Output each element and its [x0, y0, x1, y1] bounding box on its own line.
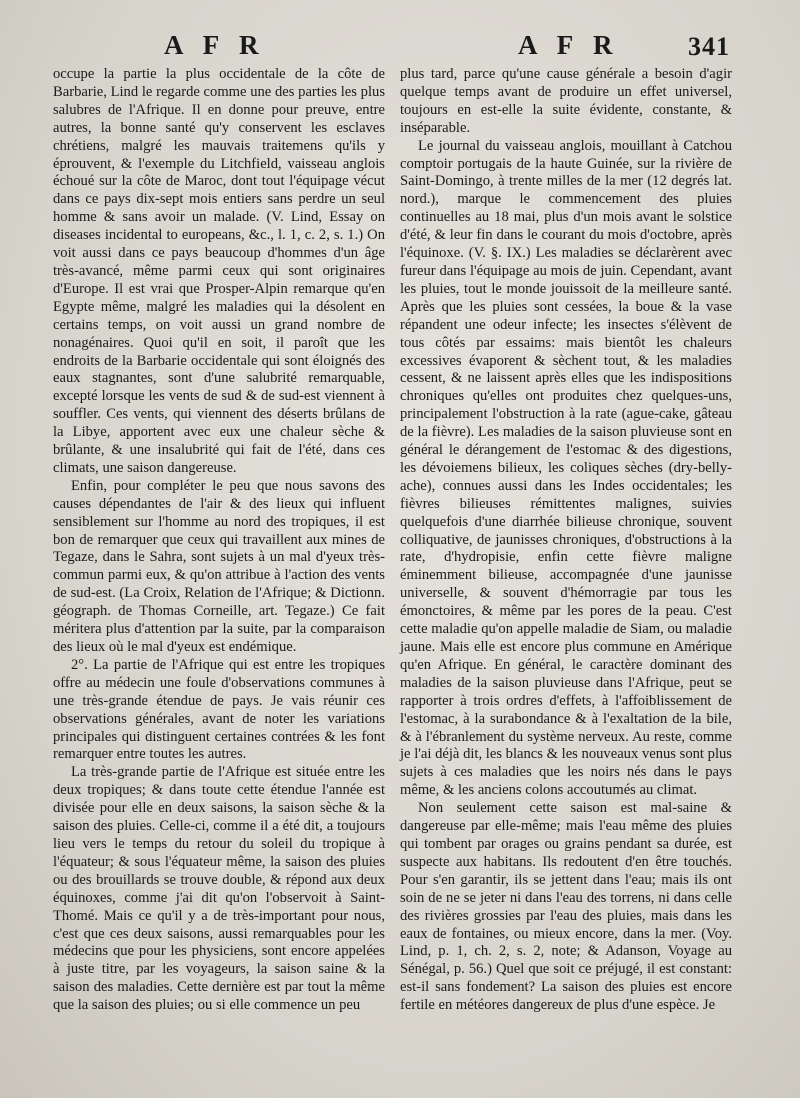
page-number: 341: [688, 32, 730, 61]
running-head-right: A F R: [518, 30, 620, 60]
paragraph: Le journal du vaisseau anglois, mouillant à Catchou comptoir portugais de la haute Guinée, sur la rivière de Saint-Domingo, à trente milles de la mer (12 degrés lat. nord.), marque le commencement des pluies continuelles au 18 mai, plus d'un mois avant le solstice d'été, & leur fin dans le courant du mois d'octobre, après l'équinoxe. (V. §. IX.) Les maladies se déclarèrent avec fureur dans l'équipage au mois de juin. Cependant, avant les pluies, tout le monde jouissoit de la meilleure santé. Après que les pluies sont cessées, la boue & la vase répandent une odeur infecte; les insectes s'élèvent de tous côtés par essaims: mais bientôt les chaleurs excessives évaporent & sèchent tout, & les maladies cessent, & ne laissent après elles que les indispositions chroniques qu'elles ont produites chez quelques-uns, principalement l'obstruction à la rate (ague-cake, gâteau de la fièvre). Les maladies de la saison pluvieuse sont en général le dérangement de l'estomac & des digestions, les dévoiemens bilieux, les coliques sèches (dry-belly-ache), connues aussi dans les Indes occidentales; les fièvres bilieuses rémittentes malignes, suivies quelquefois d'une diarrhée bilieuse chronique, souvent colliquative, de jaunisses chroniques, d'obstructions à la rate, d'hydropisie, enfin cette fièvre maligne éminemment bilieuse, accompagnée d'une jaunisse universelle, & souvent d'hémorragie par tous les émonctoires, & même par les pores de la peau. C'est cette maladie qu'on appelle maladie de Siam, ou maladie jaune. Mais elle est encore plus commune en Amérique qu'en Afrique. En général, le caractère dominant des maladies de la saison pluvieuse dans l'Afrique, peut se rapporter à trois ordres d'effets, à l'affoiblissement de l'estomac, à la surabondance & à l'exaltation de la bile, & à l'ébranlement du système nerveux. Au reste, comme je l'ai déjà dit, les blancs & les nouveaux venus sont plus sujets à ces maladies que les noirs nés dans le pays même, & les anciens colons accoutumés au climat.: [400, 137, 732, 799]
paragraph: 2°. La partie de l'Afrique qui est entre les tropiques offre au médecin une foule d'observations communes à une très-grande étendue de pays. Je vais réunir ces observations générales, avant de noter les variations principales qui distinguent certaines contrées & les font remarquer entre toutes les autres.: [53, 656, 385, 763]
paragraph: Enfin, pour compléter le peu que nous savons des causes dépendantes de l'air & des lieux qui influent sensiblement sur l'homme au nord des tropiques, il est bon de remarquer que ceux qui travaillent aux mines de Tegaze, dans le Sahra, sont sujets à un mal d'yeux très-commun parmi eux, & qu'on attribue à l'action des vents de sud-est. (La Croix, Relation de l'Afrique; & Dictionn. géograph. de Thomas Corneille, art. Tegaze.) Ce fait méritera plus d'attention par la suite, par la comparaison des lieux où le mal d'yeux est endémique.: [53, 477, 385, 655]
left-column: [53, 66, 385, 1015]
paragraph: plus tard, parce qu'une cause générale a besoin d'agir quelque temps avant de produire un effet universel, toujours en est-elle la suite évidente, constante, & inséparable.: [400, 66, 732, 136]
page-header: [0, 30, 800, 64]
running-head-left: A F R: [164, 30, 266, 60]
paragraph: occupe la partie la plus occidentale de la côte de Barbarie, Lind le regarde comme une des parties les plus salubres de l'Afrique. Il en donne pour preuve, entre autres, la bonne santé qu'y conservent les esclaves chrétiens, malgré les mauvais traitemens qu'ils y éprouvent, & l'exemple du Litchfield, vaisseau anglois échoué sur la côte de Maroc, dont tout l'équipage vécut dans ce pays dix-sept mois entiers sans perdre un seul homme & sans avoir un malade. (V. Lind, Essay on diseases incidental to europeans, &c., l. 1, c. 2, s. 1.) On voit aussi dans ce pays beaucoup d'hommes d'un âge très-avancé, même parmi ceux qui sont originaires d'Europe. Il est vrai que Prosper-Alpin remarque qu'en Egypte même, malgré les maladies qui la désolent en certains temps, on voit aussi un grand nombre de nonagénaires. Quoi qu'il en soit, il paroît que les endroits de la Barbarie occidentale qui sont éloignés des eaux stagnantes, sont d'une salubrité remarquable, excepté lorsque les vents de sud & de sud-est viennent à souffler. Ces vents, qui viennent des déserts brûlans de la Libye, apportent avec eux une chaleur sèche & brûlante, & une insalubrité qui fait de l'été, dans ces climats, une saison dangereuse.: [53, 66, 385, 476]
paragraph: La très-grande partie de l'Afrique est située entre les deux tropiques; & dans toute cette étendue l'année est divisée pour elle en deux saisons, la saison sèche & la saison des pluies. Celle-ci, comme il a été dit, a toujours lieu vers le temps du retour du soleil du tropique à l'équateur; & sous l'équateur même, la saison des pluies ou des brouillards se trouve double, & répond aux deux équinoxes, comme j'ai dit qu'on l'observoit à Saint-Thomé. Mais ce qu'il y a de très-important pour nous, c'est que ces deux saisons, aussi remarquables pour les médecins que pour les physiciens, sont encore appelées à juste titre, par les voyageurs, la saison saine & la saison des maladies. Cette dernière est par tout la même que la saison des pluies; ou si elle commence un peu: [53, 764, 385, 1014]
right-column: [400, 66, 732, 1015]
paragraph: Non seulement cette saison est mal-saine & dangereuse par elle-même; mais l'eau même des pluies qui tombent par orages ou grains pendant sa durée, est suspecte aux habitans. Ils redoutent d'en être touchés. Pour s'en garantir, ils se jettent dans l'eau; mais ils ont soin de ne se jeter ni dans l'eau des torrens, ni dans celle des rivières grossies par l'eau des pluies, mais dans les eaux de fontaines, ou mieux encore, dans la mer. (Voy. Lind, p. 1, ch. 2, s. 2, note; & Adanson, Voyage au Sénégal, p. 56.) Quel que soit ce préjugé, il est constant: est-il sans fondement? La saison des pluies est encore fertile en météores dangereux de plus d'une espèce. Je: [400, 800, 732, 1014]
